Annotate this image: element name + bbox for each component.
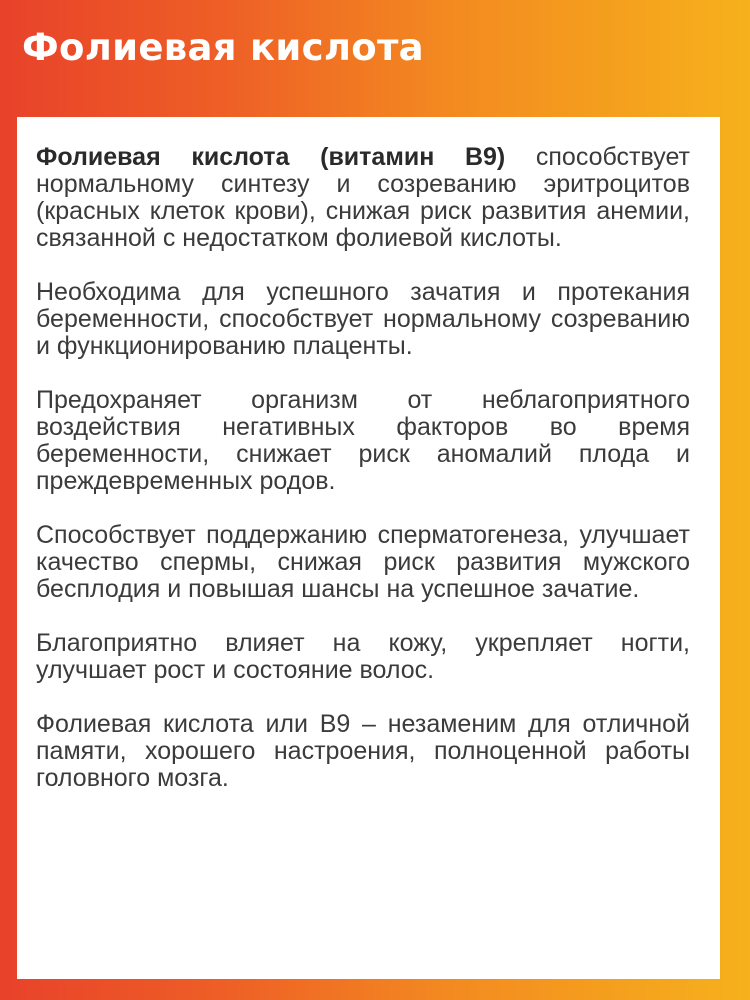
paragraph-brain: Фолиевая кислота или В9 – незаменим для отличной памяти, хорошего настроения, полноценной работы головного мозга. bbox=[36, 710, 690, 792]
paragraph-protection: Предохраняет организм от неблагоприятного воздействия негативных факторов во время беременности, снижает риск аномалий плода и преждевременных родов. bbox=[36, 386, 690, 495]
paragraph-conception: Необходима для успешного зачатия и протекания беременности, способствует нормальному созреванию и функционированию плаценты. bbox=[36, 278, 690, 360]
paragraph-text: способствует нормальному синтезу и созреванию эритроцитов (красных клеток крови), снижая риск развития анемии, связанной с недостатком фолиевой кислоты. bbox=[36, 143, 690, 252]
paragraph-spermatogenesis: Способствует поддержанию сперматогенеза, улучшает качество спермы, снижая риск развития мужского бесплодия и повышая шансы на успешное зачатие. bbox=[36, 521, 690, 603]
paragraph-lead-bold: Фолиевая кислота (витамин В9) bbox=[36, 143, 506, 171]
content-card bbox=[17, 117, 720, 979]
page-title: Фолиевая кислота bbox=[22, 26, 424, 69]
paragraph-synthesis bbox=[36, 144, 690, 252]
paragraph-skin-hair: Благоприятно влияет на кожу, укрепляет ногти, улучшает рост и состояние волос. bbox=[36, 629, 690, 684]
